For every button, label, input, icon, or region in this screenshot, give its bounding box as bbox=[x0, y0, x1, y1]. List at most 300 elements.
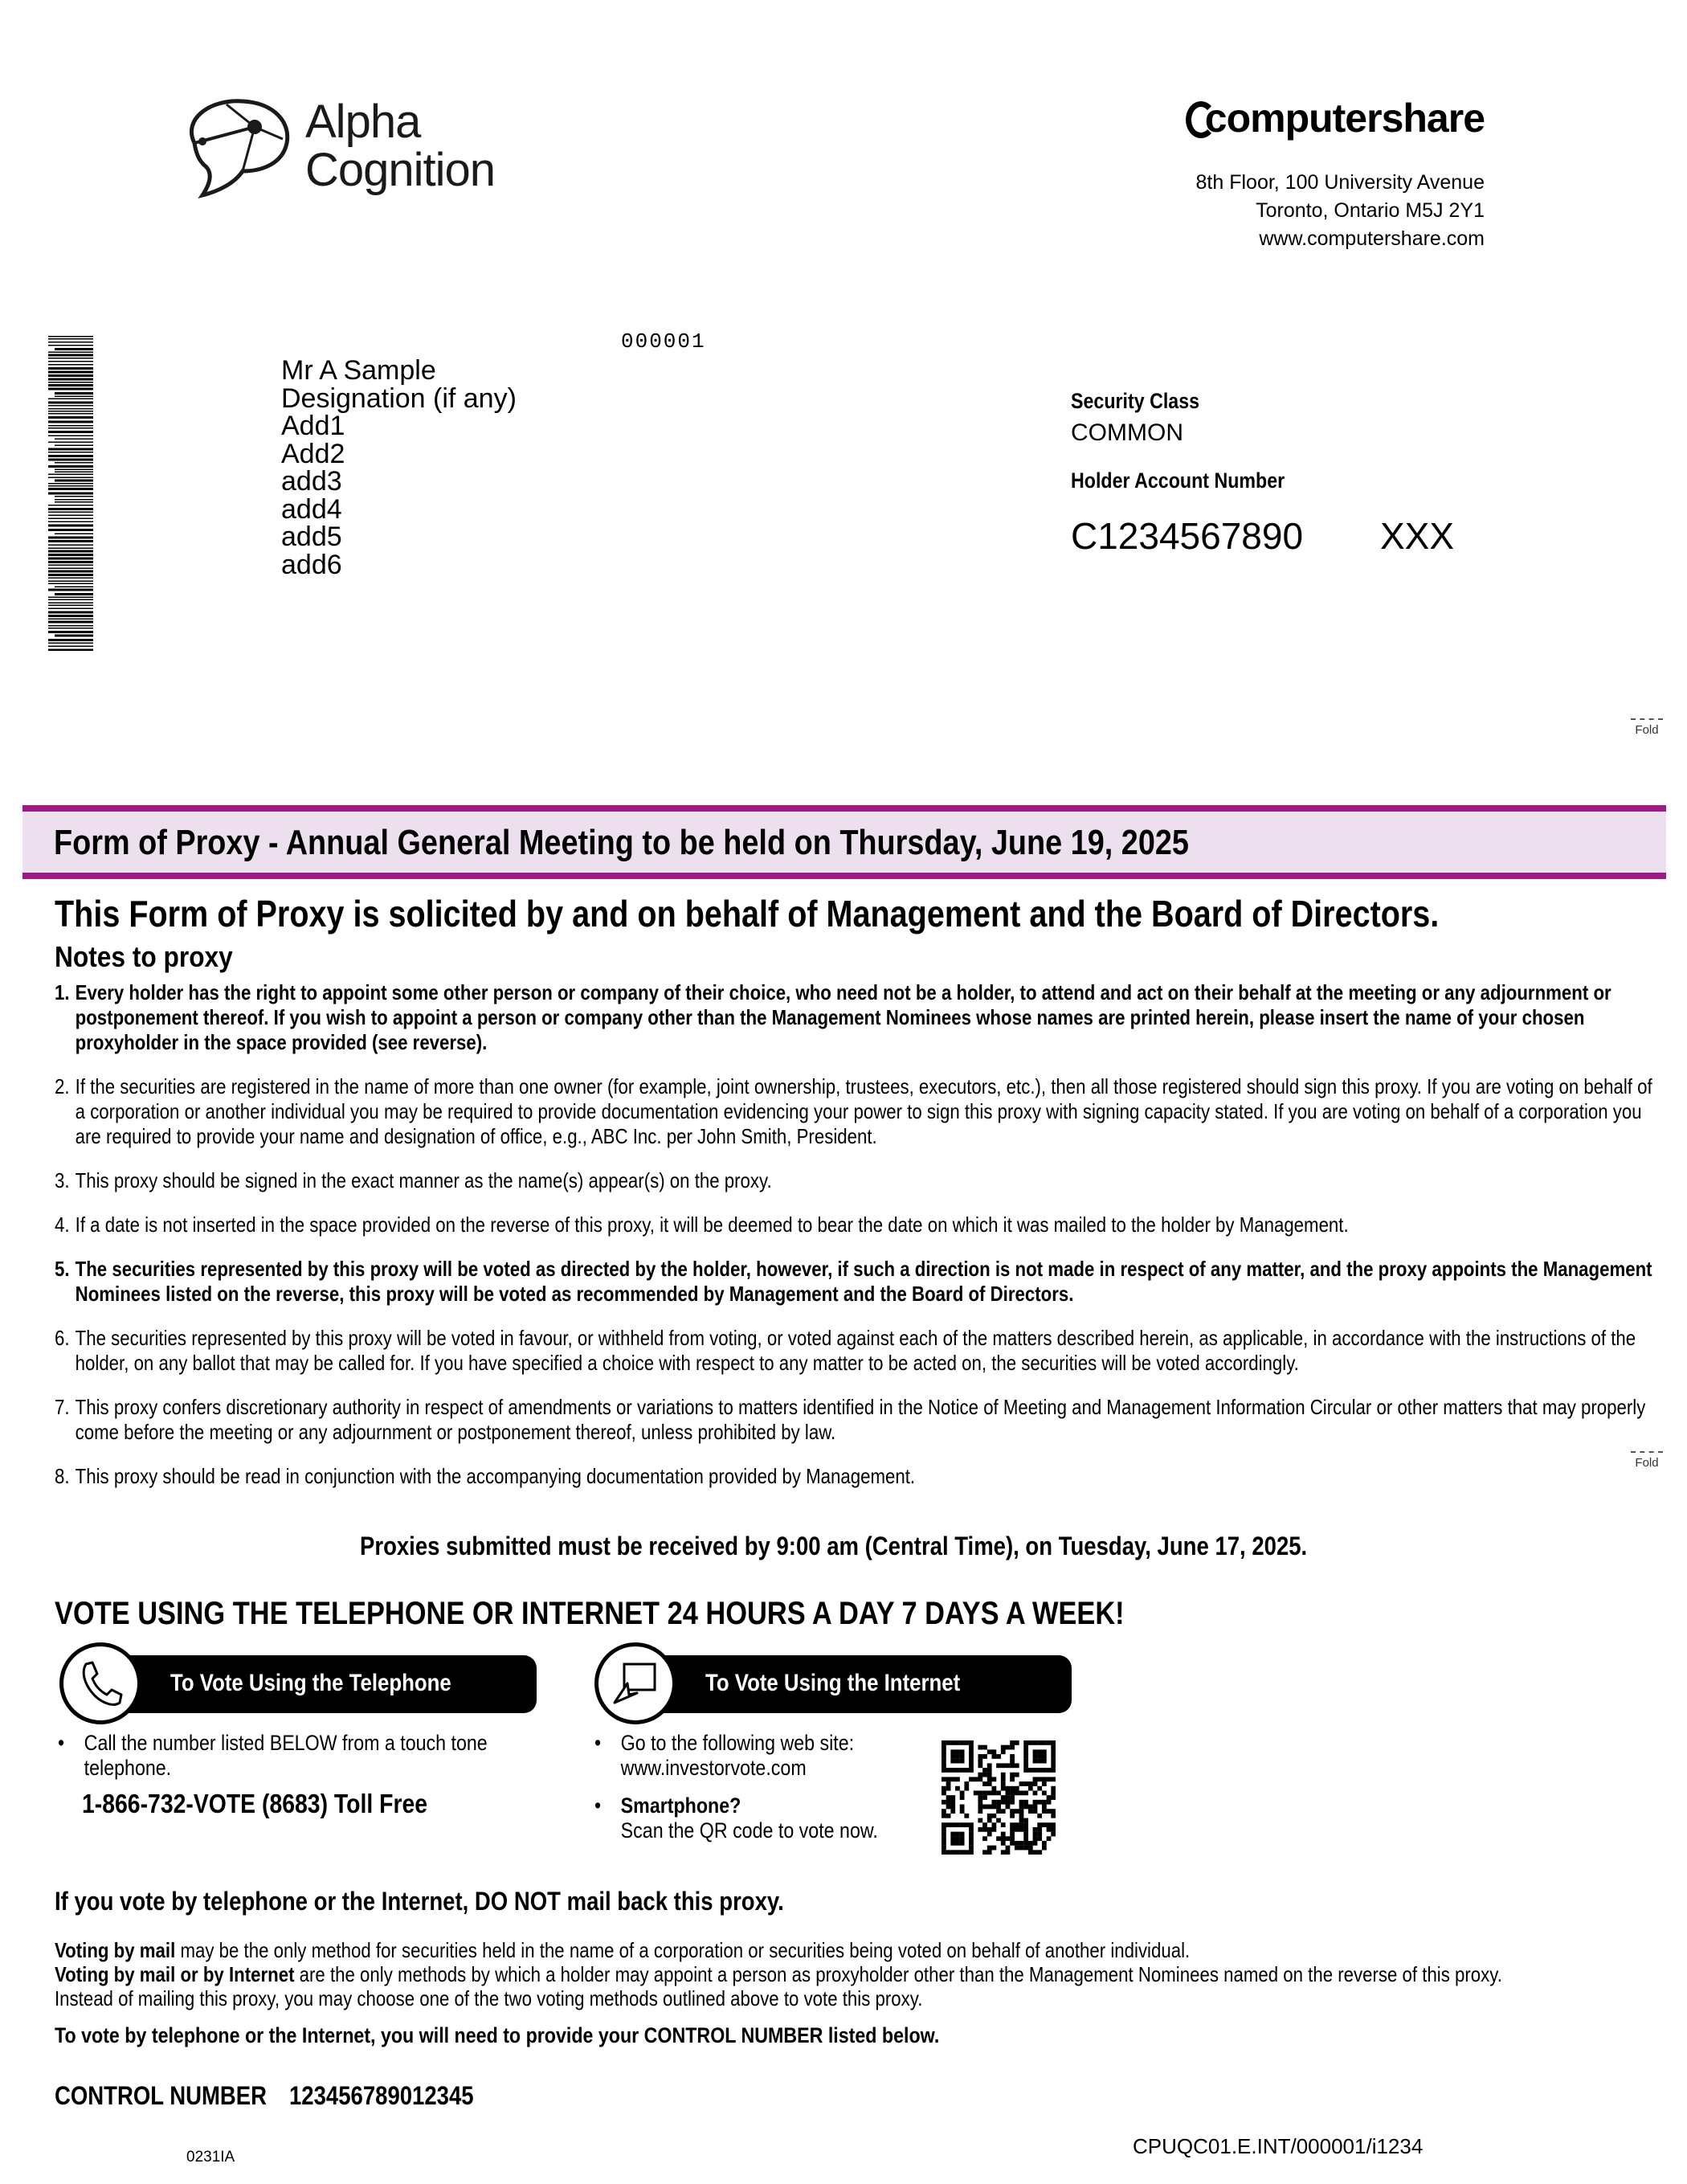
qr-module bbox=[1037, 1814, 1042, 1818]
qr-module bbox=[1001, 1763, 1006, 1768]
qr-module bbox=[950, 1850, 955, 1855]
qr-module bbox=[1037, 1832, 1042, 1837]
qr-module bbox=[960, 1740, 965, 1745]
barcode-bar bbox=[55, 587, 93, 588]
no-mail-notice: If you vote by telephone or the Internet, DO NOT mail back this proxy. bbox=[55, 1887, 784, 1916]
qr-module bbox=[1023, 1832, 1028, 1837]
qr-module bbox=[942, 1846, 946, 1851]
qr-module bbox=[1033, 1800, 1038, 1805]
barcode-bar bbox=[48, 411, 93, 412]
qr-module bbox=[978, 1745, 982, 1750]
barcode-bar bbox=[48, 477, 93, 479]
barcode-bar bbox=[48, 619, 93, 620]
qr-module bbox=[955, 1754, 960, 1759]
qr-module bbox=[1028, 1805, 1033, 1810]
qr-module bbox=[1019, 1781, 1024, 1786]
qr-module bbox=[1033, 1790, 1038, 1795]
qr-module bbox=[960, 1841, 965, 1846]
vote-heading: VOTE USING THE TELEPHONE OR INTERNET 24 HOURS A DAY 7 DAYS A WEEK! bbox=[55, 1596, 1125, 1631]
qr-module bbox=[991, 1846, 996, 1851]
qr-module bbox=[1023, 1763, 1028, 1768]
qr-module bbox=[991, 1805, 996, 1810]
qr-module bbox=[1010, 1809, 1015, 1814]
qr-module bbox=[978, 1773, 982, 1777]
barcode-bar bbox=[55, 472, 93, 473]
mail-info-text: are the only methods by which a holder may appoint a person as proxyholder other than the Management Nominees named on the reverse of this proxy. bbox=[294, 1962, 1502, 1986]
qr-module bbox=[960, 1759, 965, 1764]
qr-module bbox=[946, 1850, 951, 1855]
qr-module bbox=[1019, 1822, 1024, 1827]
proxy-deadline: Proxies submitted must be received by 9:00 am (Central Time), on Tuesday, June 17, 2025. bbox=[360, 1532, 1308, 1560]
qr-module bbox=[1010, 1832, 1015, 1837]
barcode-bar bbox=[48, 578, 93, 579]
qr-module bbox=[1015, 1822, 1019, 1827]
qr-module bbox=[1023, 1800, 1028, 1805]
smartphone-instruction-text: Scan the QR code to vote now. bbox=[620, 1818, 878, 1842]
qr-module bbox=[1047, 1809, 1052, 1814]
address-line: add6 bbox=[281, 549, 342, 580]
qr-module bbox=[946, 1800, 951, 1805]
notes-list bbox=[55, 980, 1655, 1508]
barcode-bar bbox=[48, 621, 93, 624]
telephone-instructions: • Call the number listed BELOW from a touch tone telephone. bbox=[58, 1731, 488, 1780]
qr-module bbox=[1042, 1781, 1047, 1786]
qr-module bbox=[1006, 1786, 1011, 1791]
qr-module bbox=[1028, 1786, 1033, 1791]
barcode-bar bbox=[55, 534, 93, 535]
qr-module bbox=[1042, 1740, 1047, 1745]
barcode-bar bbox=[48, 442, 93, 444]
qr-module bbox=[1001, 1786, 1006, 1791]
qr-module bbox=[960, 1832, 965, 1837]
qr-module bbox=[991, 1790, 996, 1795]
barcode-bar bbox=[48, 459, 93, 461]
qr-module bbox=[1019, 1790, 1024, 1795]
barcode-bar bbox=[48, 649, 93, 652]
holder-account-label: Holder Account Number bbox=[1071, 468, 1285, 493]
qr-module bbox=[1037, 1768, 1042, 1773]
barcode-bar bbox=[48, 558, 93, 560]
qr-module bbox=[1006, 1800, 1011, 1805]
qr-module bbox=[1033, 1809, 1038, 1814]
barcode-bar bbox=[55, 480, 93, 482]
qr-module bbox=[950, 1805, 955, 1810]
barcode-bar bbox=[48, 427, 93, 429]
barcode-bar bbox=[55, 392, 93, 395]
barcode-bar bbox=[48, 388, 93, 391]
qr-module bbox=[1010, 1841, 1015, 1846]
qr-module bbox=[991, 1777, 996, 1781]
barcode-bar bbox=[48, 565, 93, 566]
note-number: 1. bbox=[55, 980, 70, 1004]
qr-module bbox=[1010, 1773, 1015, 1777]
qr-module bbox=[1015, 1763, 1019, 1768]
agent-address-line: Toronto, Ontario M5J 2Y1 bbox=[1256, 199, 1485, 222]
qr-module bbox=[1010, 1759, 1015, 1764]
note-number: 3. bbox=[55, 1168, 70, 1192]
barcode-bar bbox=[48, 605, 93, 607]
barcode-bar bbox=[48, 358, 93, 359]
telephone-number[interactable]: 1-866-732-VOTE (8683) Toll Free bbox=[82, 1789, 428, 1818]
qr-module bbox=[978, 1759, 982, 1764]
note-item bbox=[55, 1257, 1655, 1307]
barcode-bar bbox=[48, 408, 93, 410]
qr-module bbox=[946, 1768, 951, 1773]
qr-module bbox=[950, 1832, 955, 1837]
qr-module bbox=[942, 1754, 946, 1759]
barcode-bar bbox=[55, 396, 93, 398]
note-item bbox=[55, 1213, 1655, 1237]
qr-module bbox=[1023, 1827, 1028, 1832]
qr-module bbox=[982, 1805, 987, 1810]
holder-account-number: C1234567890 bbox=[1071, 515, 1304, 557]
barcode-bar bbox=[48, 599, 93, 601]
barcode-bar bbox=[55, 496, 93, 497]
qr-module bbox=[942, 1832, 946, 1837]
barcode-bar bbox=[48, 421, 93, 423]
qr-module bbox=[946, 1786, 951, 1791]
qr-module bbox=[969, 1740, 974, 1745]
address-line: add5 bbox=[281, 521, 342, 552]
qr-module bbox=[942, 1740, 946, 1745]
qr-module bbox=[1033, 1850, 1038, 1855]
qr-module bbox=[982, 1822, 987, 1827]
voting-website-link[interactable]: www.investorvote.com bbox=[620, 1756, 807, 1780]
qr-module bbox=[955, 1832, 960, 1837]
qr-module bbox=[1001, 1832, 1006, 1837]
qr-module bbox=[969, 1749, 974, 1754]
barcode-bar bbox=[55, 635, 93, 637]
barcode-bar bbox=[48, 515, 93, 517]
qr-module bbox=[987, 1814, 992, 1818]
qr-module bbox=[1033, 1749, 1038, 1754]
qr-module bbox=[1015, 1841, 1019, 1846]
qr-module bbox=[1010, 1740, 1015, 1745]
qr-module bbox=[950, 1800, 955, 1805]
qr-module bbox=[969, 1763, 974, 1768]
qr-module bbox=[969, 1850, 974, 1855]
qr-module bbox=[1001, 1809, 1006, 1814]
qr-module bbox=[955, 1786, 960, 1791]
qr-module bbox=[996, 1818, 1001, 1823]
barcode-bar bbox=[48, 581, 93, 583]
barcode-bar bbox=[48, 425, 93, 427]
qr-module bbox=[955, 1759, 960, 1764]
qr-module bbox=[1001, 1836, 1006, 1841]
qr-module bbox=[1019, 1818, 1024, 1823]
qr-module bbox=[1001, 1749, 1006, 1754]
smartphone-heading: Smartphone? bbox=[620, 1793, 741, 1818]
qr-module bbox=[1033, 1740, 1038, 1745]
barcode-bar bbox=[48, 361, 93, 362]
qr-module bbox=[1023, 1846, 1028, 1851]
note-item bbox=[55, 1395, 1655, 1445]
qr-module bbox=[942, 1814, 946, 1818]
barcode-bar bbox=[48, 608, 93, 610]
qr-module bbox=[969, 1754, 974, 1759]
qr-module bbox=[991, 1754, 996, 1759]
barcode-bar bbox=[48, 611, 93, 614]
qr-module bbox=[1042, 1749, 1047, 1754]
qr-module bbox=[1037, 1749, 1042, 1754]
qr-module bbox=[1028, 1846, 1033, 1851]
qr-module bbox=[1001, 1795, 1006, 1800]
barcode-bar bbox=[48, 485, 93, 487]
qr-module bbox=[964, 1740, 969, 1745]
holder-name: Mr A Sample bbox=[281, 355, 436, 386]
barcode-bar bbox=[55, 348, 93, 350]
internet-instruction-text: Go to the following web site: bbox=[620, 1731, 855, 1755]
qr-module bbox=[978, 1754, 982, 1759]
qr-module bbox=[996, 1809, 1001, 1814]
qr-module bbox=[978, 1777, 982, 1781]
qr-module bbox=[950, 1740, 955, 1745]
agent-address-line: 8th Floor, 100 University Avenue bbox=[1195, 171, 1485, 194]
qr-module bbox=[946, 1781, 951, 1786]
barcode-bar bbox=[48, 431, 93, 433]
qr-module bbox=[1010, 1814, 1015, 1818]
computershare-logo-text: computershare bbox=[1204, 96, 1485, 141]
barcode-bar bbox=[48, 548, 93, 550]
notes-heading: Notes to proxy bbox=[55, 940, 233, 973]
telephone-vote-header bbox=[80, 1655, 537, 1713]
qr-module bbox=[960, 1822, 965, 1827]
qr-module bbox=[1051, 1790, 1056, 1795]
internet-vote-header bbox=[615, 1655, 1072, 1713]
company-name bbox=[305, 98, 495, 194]
qr-module bbox=[964, 1822, 969, 1827]
qr-module bbox=[960, 1836, 965, 1841]
barcode-bar bbox=[48, 589, 93, 591]
barcode-bar bbox=[48, 545, 93, 546]
barcode-bar bbox=[48, 525, 93, 527]
qr-module bbox=[955, 1822, 960, 1827]
qr-module bbox=[1051, 1763, 1056, 1768]
form-title: Form of Proxy - Annual General Meeting to be held on Thursday, June 19, 2025 bbox=[54, 823, 1189, 862]
barcode-bar bbox=[48, 583, 93, 585]
qr-module bbox=[1037, 1786, 1042, 1791]
qr-module bbox=[1042, 1809, 1047, 1814]
qr-module bbox=[1023, 1818, 1028, 1823]
barcode-bar bbox=[48, 413, 93, 415]
qr-module bbox=[1028, 1841, 1033, 1846]
qr-module bbox=[1033, 1841, 1038, 1846]
telephone-instruction-text: telephone. bbox=[84, 1756, 172, 1780]
qr-module bbox=[950, 1809, 955, 1814]
note-number: 5. bbox=[55, 1257, 70, 1281]
qr-module bbox=[978, 1827, 982, 1832]
qr-module bbox=[1019, 1814, 1024, 1818]
qr-module bbox=[1010, 1795, 1015, 1800]
barcode-bar bbox=[48, 371, 93, 374]
qr-module bbox=[950, 1777, 955, 1781]
qr-module bbox=[942, 1768, 946, 1773]
qr-module bbox=[996, 1800, 1001, 1805]
qr-module bbox=[987, 1768, 992, 1773]
qr-module bbox=[1010, 1800, 1015, 1805]
qr-module bbox=[942, 1749, 946, 1754]
qr-module bbox=[964, 1781, 969, 1786]
qr-module bbox=[955, 1768, 960, 1773]
qr-module bbox=[1015, 1827, 1019, 1832]
qr-module bbox=[1037, 1822, 1042, 1827]
qr-module bbox=[1037, 1759, 1042, 1764]
qr-module bbox=[991, 1800, 996, 1805]
agent-address bbox=[1196, 169, 1485, 253]
qr-module bbox=[969, 1836, 974, 1841]
qr-module bbox=[1037, 1740, 1042, 1745]
qr-module bbox=[1028, 1850, 1033, 1855]
qr-module bbox=[996, 1754, 1001, 1759]
qr-module bbox=[950, 1749, 955, 1754]
qr-module bbox=[969, 1832, 974, 1837]
barcode-bar bbox=[48, 561, 93, 563]
qr-module bbox=[946, 1822, 951, 1827]
fold-label: Fold bbox=[1635, 723, 1659, 737]
note-text: This proxy confers discretionary authority in respect of amendments or variations to matters identified in the Notice of Meeting and Management Information Circular or other matters that may properly come before the meeting or any adjournment or postponement thereof, unless prohibited by law. bbox=[75, 1395, 1646, 1444]
qr-module bbox=[1019, 1800, 1024, 1805]
qr-module bbox=[1019, 1846, 1024, 1851]
note-text: The securities represented by this proxy will be voted as directed by the holder, however, if such a direction is not made in respect of any matter, and the proxy appoints the Management Nominees listed on the reverse, this proxy will be voted as recommended by Management and the Board of Directors. bbox=[75, 1257, 1652, 1306]
qr-module bbox=[1037, 1754, 1042, 1759]
qr-module bbox=[960, 1809, 965, 1814]
qr-module bbox=[991, 1786, 996, 1791]
qr-module bbox=[1037, 1836, 1042, 1841]
qr-module bbox=[1037, 1800, 1042, 1805]
barcode-bar bbox=[48, 374, 93, 377]
qr-module bbox=[1001, 1800, 1006, 1805]
qr-module bbox=[1010, 1745, 1015, 1750]
mail-info-text: Instead of mailing this proxy, you may choose one of the two voting methods outlined above to vote this proxy. bbox=[55, 1986, 923, 2010]
barcode-bar bbox=[48, 384, 93, 386]
barcode-bar bbox=[48, 465, 93, 468]
barcode-bar bbox=[48, 508, 93, 510]
barcode-bar bbox=[48, 568, 93, 570]
qr-module bbox=[942, 1763, 946, 1768]
qr-module bbox=[942, 1800, 946, 1805]
barcode-bar bbox=[48, 537, 93, 539]
barcode-bar bbox=[48, 521, 93, 523]
qr-module bbox=[964, 1768, 969, 1773]
qr-module bbox=[942, 1822, 946, 1827]
qr-module bbox=[955, 1777, 960, 1781]
qr-module bbox=[942, 1827, 946, 1832]
barcode-bar bbox=[55, 445, 93, 447]
barcode-bar bbox=[48, 603, 93, 604]
qr-module bbox=[950, 1759, 955, 1764]
qr-module bbox=[1010, 1827, 1015, 1832]
qr-module bbox=[991, 1749, 996, 1754]
qr-module bbox=[1015, 1773, 1019, 1777]
qr-module bbox=[969, 1822, 974, 1827]
control-number-intro: To vote by telephone or the Internet, you will need to provide your CONTROL NUMBER listed below. bbox=[55, 2023, 940, 2047]
qr-module bbox=[978, 1818, 982, 1823]
qr-module bbox=[1037, 1850, 1042, 1855]
computer-cursor-icon bbox=[594, 1642, 676, 1724]
qr-module bbox=[987, 1805, 992, 1810]
qr-module bbox=[987, 1777, 992, 1781]
qr-module bbox=[987, 1850, 992, 1855]
qr-module bbox=[974, 1790, 978, 1795]
sequence-number: 000001 bbox=[621, 329, 706, 354]
mail-info-bold: Voting by mail bbox=[55, 1938, 176, 1962]
title-band bbox=[22, 805, 1666, 879]
address-line: add3 bbox=[281, 466, 342, 497]
qr-module bbox=[978, 1795, 982, 1800]
note-text: Every holder has the right to appoint some other person or company of their choice, who need not be a holder, to attend and act on their behalf at the meeting or any adjournment or postponement thereof. If you wish to appoint a person or company other than the Management Nominees whose names are printed herein, please insert the name of your chosen proxyholder in the space provided (see reverse). bbox=[75, 980, 1611, 1054]
barcode-bar bbox=[48, 597, 93, 599]
qr-module bbox=[1006, 1763, 1011, 1768]
qr-module bbox=[942, 1777, 946, 1781]
qr-module bbox=[950, 1768, 955, 1773]
barcode-bar bbox=[48, 416, 93, 419]
qr-module bbox=[1010, 1763, 1015, 1768]
qr-module bbox=[950, 1822, 955, 1827]
barcode-bar bbox=[55, 593, 93, 595]
qr-module bbox=[942, 1809, 946, 1814]
qr-module bbox=[1010, 1836, 1015, 1841]
qr-module bbox=[1042, 1846, 1047, 1851]
qr-module bbox=[1023, 1745, 1028, 1750]
qr-module bbox=[1001, 1745, 1006, 1750]
qr-module bbox=[1001, 1773, 1006, 1777]
qr-module bbox=[1010, 1777, 1015, 1781]
barcode-bar bbox=[48, 550, 93, 553]
qr-module bbox=[1047, 1822, 1052, 1827]
qr-module bbox=[1051, 1759, 1056, 1764]
qr-module bbox=[969, 1759, 974, 1764]
qr-module bbox=[969, 1768, 974, 1773]
control-number-value: 123456789012345 bbox=[289, 2081, 474, 2110]
qr-module bbox=[982, 1790, 987, 1795]
qr-code[interactable] bbox=[942, 1740, 1056, 1855]
barcode-bar bbox=[48, 631, 93, 633]
barcode-bar bbox=[48, 615, 93, 617]
telephone-vote-title: To Vote Using the Telephone bbox=[170, 1670, 451, 1696]
qr-module bbox=[978, 1800, 982, 1805]
qr-module bbox=[987, 1773, 992, 1777]
qr-module bbox=[942, 1745, 946, 1750]
qr-module bbox=[1010, 1790, 1015, 1795]
qr-module bbox=[987, 1832, 992, 1837]
qr-module bbox=[1033, 1759, 1038, 1764]
note-number: 6. bbox=[55, 1326, 70, 1350]
qr-module bbox=[1019, 1841, 1024, 1846]
qr-module bbox=[1019, 1805, 1024, 1810]
qr-module bbox=[1033, 1836, 1038, 1841]
address-line: add4 bbox=[281, 493, 342, 525]
note-text: This proxy should be signed in the exact manner as the name(s) appear(s) on the proxy. bbox=[75, 1168, 772, 1192]
qr-module bbox=[1051, 1795, 1056, 1800]
qr-module bbox=[950, 1836, 955, 1841]
qr-module bbox=[942, 1850, 946, 1855]
qr-module bbox=[1028, 1809, 1033, 1814]
qr-module bbox=[942, 1841, 946, 1846]
qr-module bbox=[982, 1795, 987, 1800]
qr-module bbox=[955, 1850, 960, 1855]
qr-module bbox=[1033, 1781, 1038, 1786]
qr-module bbox=[1023, 1841, 1028, 1846]
qr-module bbox=[950, 1795, 955, 1800]
qr-module bbox=[1023, 1768, 1028, 1773]
address-line: Add1 bbox=[281, 411, 345, 441]
qr-module bbox=[946, 1814, 951, 1818]
qr-module bbox=[974, 1777, 978, 1781]
qr-module bbox=[982, 1754, 987, 1759]
barcode-bar bbox=[48, 354, 93, 357]
qr-module bbox=[942, 1759, 946, 1764]
barcode-bar bbox=[48, 382, 93, 383]
